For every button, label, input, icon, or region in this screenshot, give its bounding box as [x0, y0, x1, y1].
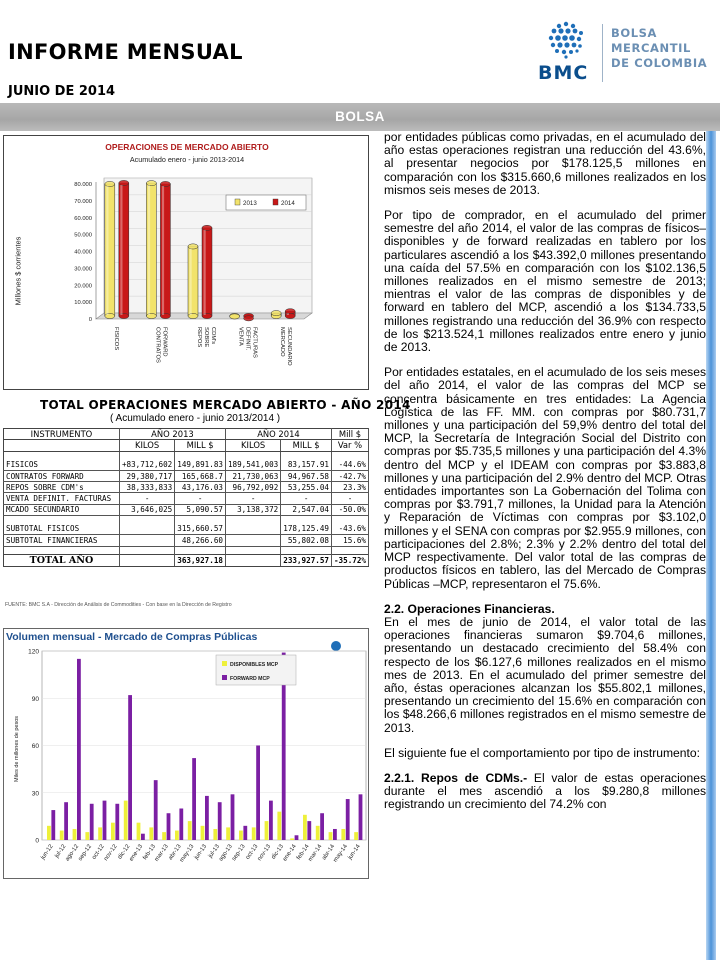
bar — [329, 832, 333, 840]
row-name: VENTA DEFINIT. FACTURAS — [4, 493, 120, 504]
bar — [64, 802, 68, 840]
total-row — [4, 554, 369, 566]
cell-mill-2014: 55,802.08 — [281, 535, 332, 546]
row-name: SUBTOTAL FISICOS — [4, 524, 120, 535]
bar — [119, 180, 129, 318]
bar-cap — [119, 180, 129, 185]
logo-dot — [331, 641, 341, 651]
public-purchases-chart-svg — [4, 629, 370, 880]
public-purchases-chart — [3, 628, 369, 879]
x-category-label: jul-13 — [207, 843, 222, 860]
y-tick-label: 10.000 — [74, 300, 92, 307]
bar-highlight — [148, 185, 150, 315]
x-category-label: oct-13 — [244, 843, 260, 861]
bar — [202, 225, 212, 318]
x-category-label: feb-13 — [142, 843, 158, 862]
x-category-label: SOBRE — [203, 327, 209, 348]
row-name: REPOS SOBRE CDM's — [4, 482, 120, 493]
bar-highlight — [120, 185, 122, 315]
x-category-label: mar-13 — [154, 843, 170, 863]
x-category-label: ago-13 — [218, 843, 234, 863]
subheader-kilos-2013: KILOS — [119, 440, 174, 451]
cell-kilos-2014: 3,138,372 — [225, 504, 280, 515]
cell-var: -42.7% — [331, 470, 368, 481]
y-tick-label: 90 — [31, 695, 39, 703]
cell-var: 15.6% — [331, 535, 368, 546]
logo-bmc-text: BMC — [538, 62, 589, 84]
x-category-label: sep-13 — [231, 843, 247, 863]
cell-kilos-2014: 21,730,063 — [225, 470, 280, 481]
cell-mill-2014: - — [281, 493, 332, 504]
x-category-label: jun-14 — [347, 843, 362, 861]
bar — [285, 309, 295, 319]
chart-legend — [216, 655, 296, 685]
x-category-label: ene-14 — [282, 843, 298, 863]
bar — [73, 829, 77, 840]
legend-swatch — [273, 199, 278, 205]
bar — [137, 823, 141, 840]
x-category-label: abr-13 — [167, 843, 183, 862]
bar — [277, 812, 281, 840]
cell-kilos-2013: +83,712,602 — [119, 459, 174, 470]
x-category-label: nov-12 — [103, 843, 119, 863]
x-category-label: MERCADO — [279, 327, 286, 357]
y-tick-label: 80.000 — [74, 182, 92, 188]
cell-mill-2014: 178,125.49 — [281, 524, 332, 535]
bar — [98, 827, 102, 840]
subtotal-row — [4, 535, 369, 546]
total-label: TOTAL AÑO — [29, 554, 94, 566]
section-band-label: BOLSA — [335, 109, 385, 124]
header-2013: AÑO 2013 — [119, 429, 225, 440]
body-text-column — [384, 131, 706, 824]
cell-kilos-2013: 38,333,833 — [119, 482, 174, 493]
x-category-label: VENTA — [237, 327, 244, 346]
bar — [252, 827, 256, 840]
legend-label: DISPONIBLES MCP — [230, 661, 279, 668]
bar — [47, 826, 51, 840]
logo-divider — [602, 24, 603, 82]
bar-cap — [271, 310, 281, 315]
bar — [341, 829, 345, 840]
row-name: MCADO SECUNDARIO — [4, 504, 120, 515]
chart-legend — [226, 195, 306, 210]
cell-var: - — [331, 493, 368, 504]
bar — [226, 827, 230, 840]
bar — [265, 821, 269, 840]
section-band — [0, 103, 720, 131]
bar-cap — [202, 225, 212, 230]
logo-line-3: DE COLOMBIA — [611, 56, 708, 70]
bar — [307, 821, 311, 840]
x-category-label: FORWARD — [161, 327, 168, 357]
table-subtitle: ( Acumulado enero - junio 2013/2014 ) — [110, 413, 281, 424]
x-category-label: nov-13 — [256, 843, 273, 863]
cell-var: -44.6% — [331, 459, 368, 470]
operations-table — [3, 428, 369, 567]
cell-mill-2013: 315,660.57 — [175, 524, 226, 535]
open-market-chart-svg — [4, 136, 370, 391]
total-mill-2013: 363,927.18 — [175, 554, 226, 566]
subheader-kilos-2014: KILOS — [225, 440, 280, 451]
subtotal-row — [4, 524, 369, 535]
subheader-var: Var % — [331, 440, 368, 451]
table-row — [4, 493, 369, 504]
bar — [239, 831, 243, 840]
table-row — [4, 470, 369, 481]
bar — [231, 794, 235, 840]
subheader-mill-2014: MILL $ — [281, 440, 332, 451]
x-category-label: SECUNDARIO — [286, 327, 293, 366]
row-name: FISICOS — [4, 459, 120, 470]
cell-kilos-2014: 189,541,003 — [225, 459, 280, 470]
bar — [269, 801, 273, 840]
bar — [188, 821, 192, 840]
y-tick-label: 30.000 — [74, 266, 92, 273]
paragraph: Por entidades estatales, en el acumulado de los seis meses del año 2014, el valor de las compras del MCP se concentra básicamente en tres entidades: La Agencia Logística de las FF. MM. con compras por $80.731,7 millones y una participación del 59,9% dentro del total del MCP, la Secretaría de Integración Social del Distrito con compras por $5.735,5 millones y una participación del 4.3% dentro del MCP y el IDEAM con compras por $3.883,8 millones y una participación del 2.9% dentro del MCP. Otras entidades importantes son La Gobernación del Tolima con compras por $3.791,7 millones, la Unidad para la Atención y Reparación de Víctimas con compras por $3.102,0 millones y el SENA con compras por $2.955.9 millones, con participaciones del 2.8%; 2.3% y 2.2% dentro del total del MCP respectivamente. Del valor total de las compras de productos físicos en tablero, las del Mercado de Compras Públicas –MCP, representaron el 75.6%. — [384, 365, 706, 591]
bar — [146, 181, 156, 319]
y-tick-label: 0 — [88, 317, 92, 323]
bar-cap — [105, 181, 115, 186]
legend-swatch — [222, 675, 227, 680]
x-category-label: CONTRATOS — [154, 327, 161, 363]
legend-label: FORWARD MCP — [230, 675, 270, 682]
x-category-label: oct-12 — [91, 843, 106, 861]
bar — [175, 831, 179, 840]
paragraph — [384, 772, 706, 812]
bar — [230, 313, 240, 319]
total-mill-2014: 233,927.57 — [281, 554, 332, 566]
header-instrumento: INSTRUMENTO — [4, 429, 120, 440]
bar-cap — [230, 314, 240, 319]
report-title: INFORME MENSUAL — [8, 40, 243, 64]
bar — [179, 809, 183, 841]
bar — [354, 832, 358, 840]
cell-mill-2013: - — [175, 493, 226, 504]
cell-mill-2014: 53,255.04 — [281, 482, 332, 493]
bar — [290, 838, 294, 840]
y-tick-label: 0 — [35, 837, 39, 845]
logo-line-1: BOLSA — [611, 26, 658, 40]
paragraph-text: El valor de estas operaciones durante el mes ascendió a los $9.280,8 millones registrando un crecimiento del 74.2% con — [384, 770, 707, 812]
table-row — [4, 482, 369, 493]
x-category-label: may-14 — [332, 843, 350, 864]
legend-swatch — [235, 199, 240, 205]
open-market-chart — [3, 135, 369, 390]
paragraph: por entidades públicas como privadas, en el acumulado del año estas operaciones registran una reducción del 43.6%, al presentar negocios por $178.125,5 millones en comparación con los $315.660,6 millones realizados en los mismos seis meses de 2013. — [384, 130, 706, 197]
bar — [141, 834, 145, 840]
paragraph: El siguiente fue el comportamiento por tipo de instrumento: — [384, 745, 700, 760]
bar — [115, 804, 119, 840]
cell-var: 23.3% — [331, 482, 368, 493]
chart-subtitle: Acumulado enero - junio 2013-2014 — [129, 155, 245, 164]
header-2014: AÑO 2014 — [225, 429, 331, 440]
y-tick-label: 30 — [31, 790, 39, 798]
bar-cap — [146, 181, 156, 186]
y-tick-label: 120 — [28, 648, 39, 656]
y-axis-label: Millones $ corrientes — [13, 236, 23, 306]
cell-var: -50.0% — [331, 504, 368, 515]
cell-mill-2013: 165,668.7 — [175, 470, 226, 481]
x-category-label: feb-14 — [295, 843, 311, 862]
bar — [103, 801, 107, 840]
subsection-heading: 2.2.1. Repos de CDMs.- — [384, 770, 528, 785]
bar — [243, 826, 247, 840]
bar-highlight — [204, 230, 206, 315]
bar — [271, 310, 281, 318]
legend-swatch — [222, 661, 227, 666]
bar-cap — [188, 244, 198, 249]
logo-name — [611, 26, 707, 71]
bar — [192, 758, 196, 840]
x-category-label: jun-13 — [193, 843, 209, 861]
bar — [128, 695, 132, 840]
bar-cap — [160, 181, 170, 186]
y-tick-label: 20.000 — [74, 283, 92, 290]
header-mill: Mill $ — [331, 429, 368, 440]
cell-kilos-2013: - — [119, 493, 174, 504]
bar — [333, 829, 337, 840]
row-name: SUBTOTAL FINANCIERAS — [4, 535, 120, 546]
x-category-label: may-13 — [179, 843, 196, 864]
total-var: -35.72% — [331, 554, 368, 566]
table-header-row — [4, 429, 369, 440]
cell-mill-2013: 48,266.60 — [175, 535, 226, 546]
bar — [316, 826, 320, 840]
y-tick-label: 60.000 — [74, 215, 92, 222]
logo-line-2: MERCANTIL — [611, 41, 691, 55]
table-row — [4, 504, 369, 515]
bar — [346, 799, 350, 840]
subheader-mill-2013: MILL $ — [175, 440, 226, 451]
y-axis-label: Miles de millones de pesos — [14, 715, 20, 783]
x-category-label: dic-13 — [270, 843, 286, 861]
y-tick-label: 60 — [31, 743, 39, 750]
cell-mill-2014: 83,157.91 — [281, 459, 332, 470]
cell-var: -43.6% — [331, 524, 368, 535]
bar — [303, 815, 307, 840]
table-row — [4, 459, 369, 470]
cell-kilos-2014: 96,792,092 — [225, 482, 280, 493]
bar — [320, 813, 324, 840]
x-category-label: abr-14 — [321, 843, 337, 862]
bar-cap — [244, 316, 254, 321]
x-category-label: DEFINIT. — [244, 327, 251, 351]
y-tick-label: 70.000 — [74, 198, 92, 205]
y-tick-label: 50.000 — [74, 232, 92, 239]
bar — [105, 181, 115, 318]
legend-label: 2013 — [243, 200, 257, 207]
chart-title: OPERACIONES DE MERCADO ABIERTO — [105, 142, 269, 152]
bar-highlight — [190, 248, 192, 315]
bar — [359, 794, 363, 840]
bar — [160, 181, 170, 318]
x-category-label: FACTURAS — [251, 327, 258, 358]
bmc-logo — [538, 18, 708, 90]
bar — [256, 746, 260, 841]
bar — [213, 829, 217, 840]
bar — [205, 796, 209, 840]
bar — [90, 804, 94, 840]
bar — [295, 835, 299, 840]
cell-mill-2013: 149,891.83 — [175, 459, 226, 470]
bar — [77, 659, 81, 840]
x-category-label: dic-12 — [117, 843, 132, 861]
cell-kilos-2013: 29,380,717 — [119, 470, 174, 481]
bar — [201, 826, 205, 840]
paragraph: En el mes de junio de 2014, el valor total de las operaciones financieras sumaron $9.704,6 millones, presentando un destacado crecimiento del 58.4% con respecto de los $6.127,6 millones realizados en el mismo mes de 2013. En el acumulado del primer semestre del año, éstas operaciones alcanzan los $55.802,1 millones, presentando un crecimiento del 15.6% en comparación con los $48.266,6 millones registrados en el mismo semestre de 2013. — [384, 614, 706, 735]
cell-kilos-2013: 3,646,025 — [119, 504, 174, 515]
table-source-note: FUENTE: BMC S.A - Dirección de Análisis de Commodities - Con base en la Dirección de Registro — [5, 602, 232, 608]
bar — [149, 827, 153, 840]
bar — [111, 823, 115, 840]
x-category-label: jul-12 — [54, 843, 68, 860]
bar — [124, 801, 128, 840]
chart2-title: Volumen mensual - Mercado de Compras Públicas — [6, 631, 258, 643]
bar — [244, 313, 254, 321]
bar — [85, 832, 89, 840]
table-title: TOTAL OPERACIONES MERCADO ABIERTO - AÑO 2014 — [40, 398, 411, 412]
table-subheader-row — [4, 440, 369, 451]
bar — [154, 780, 158, 840]
bar-highlight — [162, 186, 164, 315]
y-tick-label: 40.000 — [74, 249, 92, 256]
page-side-bar — [706, 131, 716, 960]
x-category-label: sep-12 — [77, 843, 94, 863]
x-category-label: CDM's — [210, 327, 216, 345]
bar — [188, 244, 198, 319]
x-category-label: ene-13 — [128, 843, 145, 863]
legend-label: 2014 — [281, 200, 295, 207]
bar-highlight — [287, 313, 289, 315]
bar — [218, 802, 222, 840]
paragraph: Por tipo de comprador, en el acumulado del primer semestre del año 2014, el valor de las compras de físicos–disponibles y de forward realizadas en tablero por los particulares ascendió a los $43.392,0 millones presentando una caída del 57.5% en comparación con los $102.136,5 millones realizados en el mismo semestre de 2013; mientras el valor de las compras de disponibles y de forward en tablero del MCP, ascendió a los $134.733,5 millones registrando una reducción del 36.9% con respecto de los $213.524,1 millones realizados entre enero y junio de 2013. — [384, 208, 706, 355]
logo-globe-icon — [544, 20, 588, 60]
bar-cap — [285, 309, 295, 314]
report-date: JUNIO DE 2014 — [8, 84, 116, 99]
x-category-label: jun-12 — [40, 843, 55, 861]
cell-kilos-2014: - — [225, 493, 280, 504]
cell-mill-2014: 2,547.04 — [281, 504, 332, 515]
bar — [51, 810, 55, 840]
bar-highlight — [106, 186, 108, 315]
cell-mill-2014: 94,967.58 — [281, 470, 332, 481]
x-category-label: mar-14 — [307, 843, 324, 863]
row-name: CONTRATOS FORWARD — [4, 470, 120, 481]
section-heading: 2.2. Operaciones Financieras. — [384, 601, 555, 616]
x-category-label: ago-12 — [64, 843, 81, 863]
bar — [60, 831, 64, 840]
cell-mill-2013: 5,090.57 — [175, 504, 226, 515]
x-category-label: REPOS — [196, 327, 202, 348]
x-category-label: FISICOS — [112, 327, 119, 351]
cell-mill-2013: 43,176.03 — [175, 482, 226, 493]
bar — [167, 813, 171, 840]
bar — [162, 832, 166, 840]
